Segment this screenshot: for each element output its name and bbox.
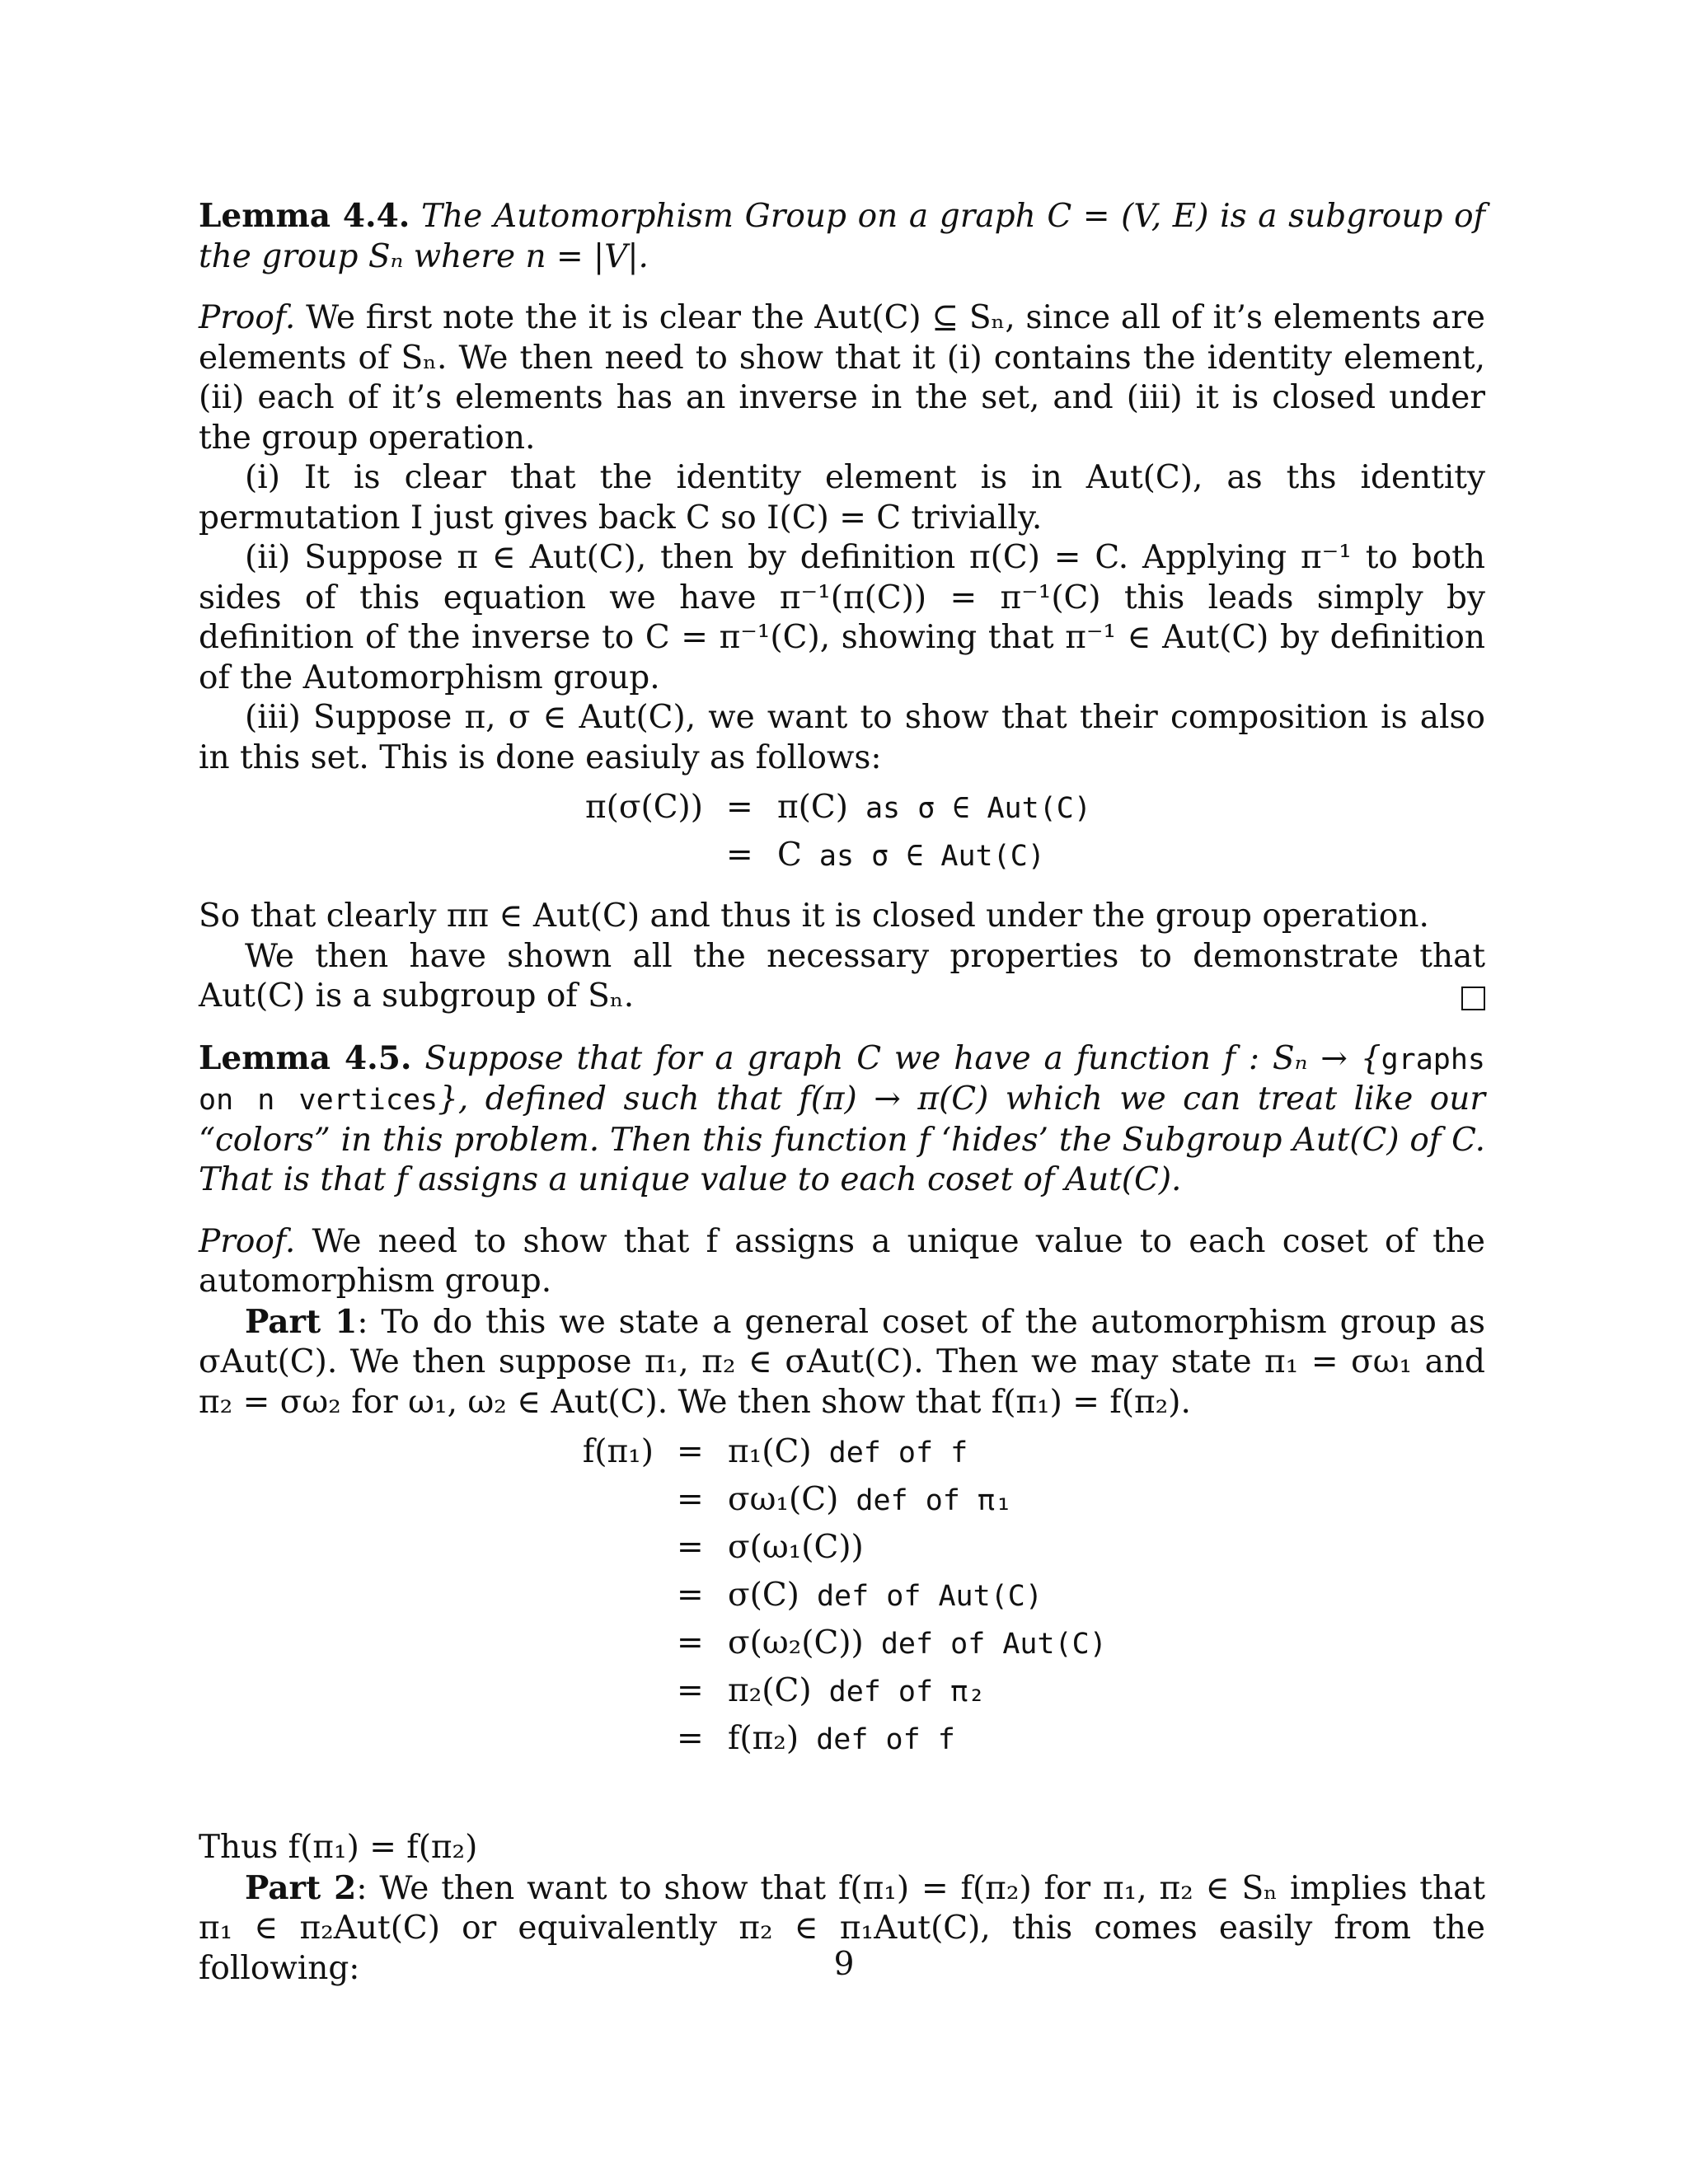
equation-array-1 xyxy=(199,788,1485,887)
eq2-rhs xyxy=(728,1432,968,1474)
page-number: 9 xyxy=(833,1946,855,1983)
lemma-4-5-statement-b: }, defined such that f(π) → π(C) which we can treat like our “colors” in this problem. Then this function f ‘hides’ the Subgroup Aut(C) of C. That is that f assigns a unique value to each coset of Aut(C). xyxy=(199,1080,1486,1198)
eq1-rhs-expr: π(C) xyxy=(777,789,848,826)
proof-4-4-p1: We first note the it is clear the Aut(C) ⊆ Sₙ, since all of it’s elements are elements of Sₙ. We then need to show that it (i) contains the identity element, (ii) each of it’s elements has an inverse in the set, and (iii) it is closed under the group operation. xyxy=(199,299,1485,457)
proof-4-4-p2: (i) It is clear that the identity element is in Aut(C), as ths identity permutation I just gives back C so I(C) = C trivially. xyxy=(199,459,1485,537)
eq2-relation: = xyxy=(677,1672,704,1709)
proof-4-4-p3: (ii) Suppose π ∈ Aut(C), then by definition π(C) = C. Applying π⁻¹ to both sides of this equation we have π⁻¹(π(C)) = π⁻¹(C) this leads simply by definition of the inverse to C = π⁻¹(C), showing that π⁻¹ ∈ Aut(C) by definition of the Automorphism group. xyxy=(199,539,1485,696)
eq2-rhs-expr: σω₁(C) xyxy=(728,1481,839,1518)
eq2-lhs: f(π₁) xyxy=(582,1433,654,1470)
eq1-rhs xyxy=(777,836,1045,877)
part-2-text: : We then want to show that f(π₁) = f(π₂) for π₁, π₂ ∈ Sₙ implies that π₁ ∈ π₂Aut(C) or equivalently π₂ ∈ π₁Aut(C), this comes easily from the following: xyxy=(199,1869,1486,1987)
proof-4-4-p4: (iii) Suppose π, σ ∈ Aut(C), we want to show that their composition is also in this set. This is done easiuly as follows: xyxy=(199,699,1485,776)
eq1-rhs xyxy=(777,788,1091,829)
part-1-text: : To do this we state a general coset of the automorphism group as σAut(C). We then suppose π₁, π₂ ∈ σAut(C). Then we may state π₁ = σω₁ and π₂ = σω₂ for ω₁, ω₂ ∈ Aut(C). We then show that f(π₁) = f(π₂). xyxy=(199,1303,1485,1421)
proof-4-5-intro xyxy=(199,1222,1485,1302)
qed-box-icon xyxy=(1461,987,1485,1010)
eq2-rhs xyxy=(728,1719,955,1760)
proof-4-4-p5: So that clearly ππ ∈ Aut(C) and thus it is closed under the group operation. xyxy=(199,898,1429,935)
eq2-rhs-expr: π₂(C) xyxy=(728,1672,812,1709)
proof-4-5-p1: We need to show that f assigns a unique value to each coset of the automorphism group. xyxy=(199,1222,1485,1300)
eq2-rhs xyxy=(728,1671,985,1713)
eq2-rhs-expr: σ(ω₂(C)) xyxy=(728,1624,864,1661)
proof-4-4-intro xyxy=(199,298,1485,458)
eq2-relation: = xyxy=(677,1720,704,1757)
eq2-justification: def of π₁ xyxy=(838,1484,1013,1517)
eq1-relation: = xyxy=(726,789,753,826)
eq2-relation: = xyxy=(677,1481,704,1518)
eq2-rhs-expr: σ(C) xyxy=(728,1577,799,1614)
eq2-justification: def of Aut(C) xyxy=(799,1580,1043,1613)
lemma-4-4-head: Lemma 4.4. xyxy=(199,197,410,235)
lemma-4-4 xyxy=(199,196,1485,277)
lemma-4-5 xyxy=(199,1038,1485,1201)
part-1-head: Part 1 xyxy=(245,1302,358,1341)
lemma-4-4-statement: The Automorphism Group on a graph C = (V, E) is a subgroup of the group Sₙ where n = |V|. xyxy=(199,198,1485,275)
eq2-relation: = xyxy=(677,1577,704,1614)
eq2-relation: = xyxy=(677,1529,704,1566)
part-2-head: Part 2 xyxy=(245,1868,357,1907)
eq2-rhs xyxy=(728,1576,1043,1617)
equation-array-2 xyxy=(199,1432,1485,1779)
lemma-4-5-statement-a: Suppose that for a graph C we have a function f : Sₙ → { xyxy=(424,1039,1381,1077)
eq2-relation: = xyxy=(677,1433,704,1470)
proof-head-2: Proof. xyxy=(199,1222,296,1260)
proof-head: Proof. xyxy=(199,299,296,336)
eq1-relation: = xyxy=(726,837,753,874)
eq1-lhs: π(σ(C)) xyxy=(585,789,703,826)
eq2-rhs-expr: π₁(C) xyxy=(728,1433,812,1470)
eq2-rhs xyxy=(728,1528,864,1568)
lemma-4-5-mono: graphs on n vertices xyxy=(199,1043,1485,1117)
eq1-justification: as σ ∈ Aut(C) xyxy=(801,840,1045,873)
eq2-rhs-expr: σ(ω₁(C)) xyxy=(728,1529,864,1566)
proof-4-4-p6 xyxy=(199,937,1485,1017)
eq2-relation: = xyxy=(677,1624,704,1661)
eq2-justification: def of f xyxy=(811,1436,968,1469)
eq1-justification: as σ ∈ Aut(C) xyxy=(847,792,1091,825)
eq2-rhs xyxy=(728,1480,1012,1521)
eq2-justification: def of f xyxy=(799,1723,955,1756)
proof-4-5-part1 xyxy=(199,1302,1485,1423)
eq2-rhs-expr: f(π₂) xyxy=(728,1720,799,1757)
thus-line: Thus f(π₁) = f(π₂) xyxy=(199,1829,478,1866)
eq2-rhs xyxy=(728,1624,1107,1665)
lemma-4-5-head: Lemma 4.5. xyxy=(199,1038,412,1077)
eq2-justification: def of π₂ xyxy=(811,1675,986,1708)
eq1-rhs-expr: C xyxy=(777,837,802,874)
page-body xyxy=(199,196,1485,1989)
proof-4-4-p6-text: We then have shown all the necessary properties to demonstrate that Aut(C) is a subgroup of Sₙ. xyxy=(199,937,1485,1015)
eq2-justification: def of Aut(C) xyxy=(863,1628,1107,1661)
